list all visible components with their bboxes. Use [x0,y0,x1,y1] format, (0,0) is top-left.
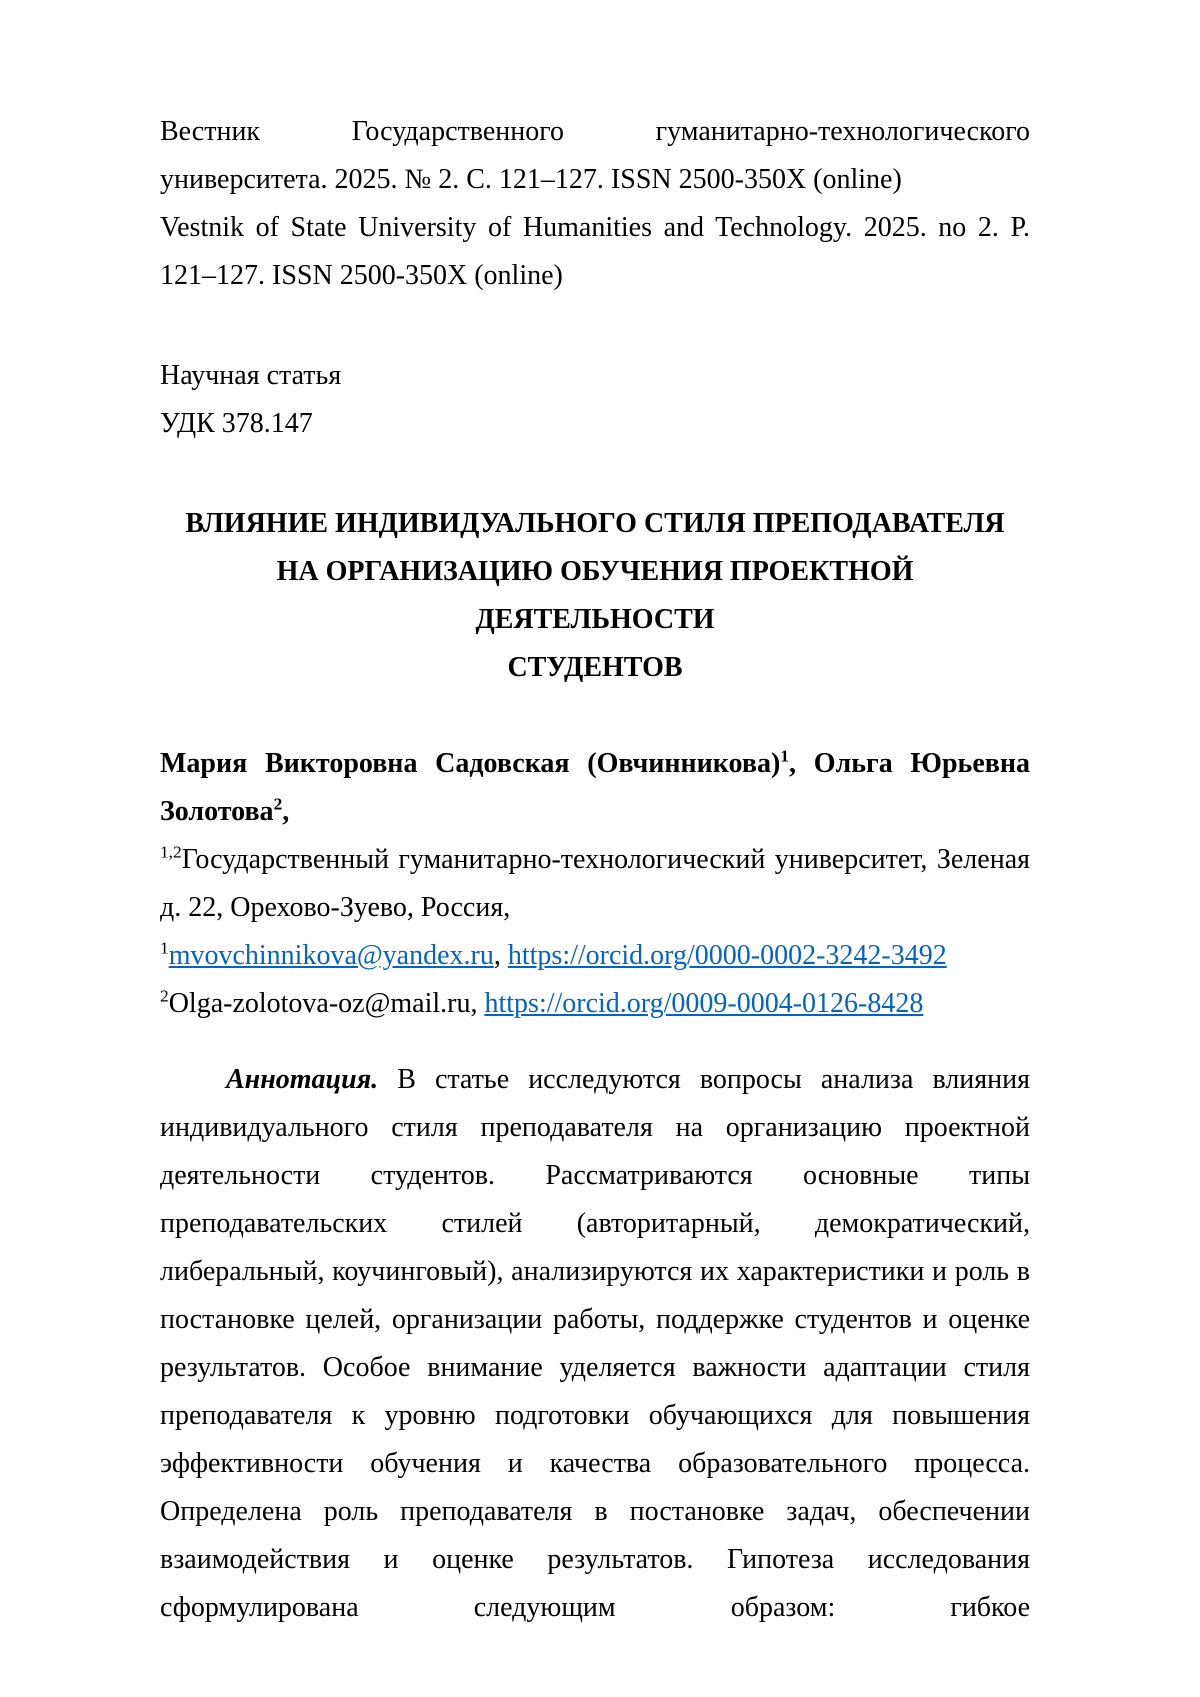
authors-trailing-comma: , [282,796,290,827]
contact-1-email-link[interactable]: mvovchinnikova@yandex.ru [168,940,494,971]
author-1-name: Мария Викторовна Садовская (Овчинникова) [160,748,781,779]
contact-2-superscript: 2 [160,986,169,1006]
journal-citation-ru: Вестник Государственного гуманитарно-технологического университета. 2025. № 2. С. 121–127. ISSN 2500-350X (online) [160,116,1030,195]
article-title [160,500,1030,692]
contact-line-2 [160,980,1030,1028]
article-type-label: Научная статья [160,360,342,391]
author-2-superscript: 2 [273,794,283,814]
contact-2-separator: , [470,988,485,1019]
authors-affiliation-block [160,740,1030,1028]
contact-2-email-text: Olga-zolotova-oz@mail.ru [168,988,471,1019]
article-title-line-3: СТУДЕНТОВ [507,652,683,683]
affiliation-text: Государственный гуманитарно-технологический университет, Зеленая д. 22, Орехово-Зуево, Россия, [160,844,1030,923]
affiliation-superscript: 1,2 [160,842,182,862]
article-meta [160,352,1030,448]
contact-1-superscript: 1 [160,938,169,958]
abstract-paragraph [160,1056,1030,1632]
contact-2-orcid-link[interactable]: https://orcid.org/0009-0004-0126-8428 [484,988,924,1019]
article-title-line-2: НА ОРГАНИЗАЦИЮ ОБУЧЕНИЯ ПРОЕКТНОЙ ДЕЯТЕЛЬНОСТИ [276,556,914,635]
abstract-label: Аннотация. [226,1064,379,1095]
author-2-name: Ольга Юрьевна Золотова [160,748,1031,827]
author-1-superscript: 1 [780,746,789,766]
authors-separator: , [788,748,814,779]
article-title-line-1: ВЛИЯНИЕ ИНДИВИДУАЛЬНОГО СТИЛЯ ПРЕПОДАВАТЕЛЯ [185,508,1005,539]
udc-code: УДК 378.147 [160,408,313,439]
contact-1-separator: , [493,940,508,971]
authors-line [160,740,1030,836]
affiliation-line [160,836,1030,932]
abstract-text: В статье исследуются вопросы анализа влияния индивидуального стиля преподавателя на организацию проектной деятельности студентов. Рассматриваются основные типы преподавательских стилей (авторитарный, демократический, либеральный, коучинговый), анализируются их характеристики и роль в постановке целей, организации работы, поддержке студентов и оценке результатов. Особое внимание уделяется важности адаптации стиля преподавателя к уровню подготовки обучающихся для повышения эффективности обучения и качества образовательного процесса. Определена роль преподавателя в постановке задач, обеспечении взаимодействия и оценке результатов. Гипотеза исследования сформулирована следующим образом: гибкое [160,1064,1031,1623]
journal-citation-en: Vestnik of State University of Humanities and Technology. 2025. no 2. P. 121–127. ISSN 2500-350X (online) [160,212,1030,291]
contact-1-orcid-link[interactable]: https://orcid.org/0000-0002-3242-3492 [507,940,947,971]
contact-line-1 [160,932,1030,980]
